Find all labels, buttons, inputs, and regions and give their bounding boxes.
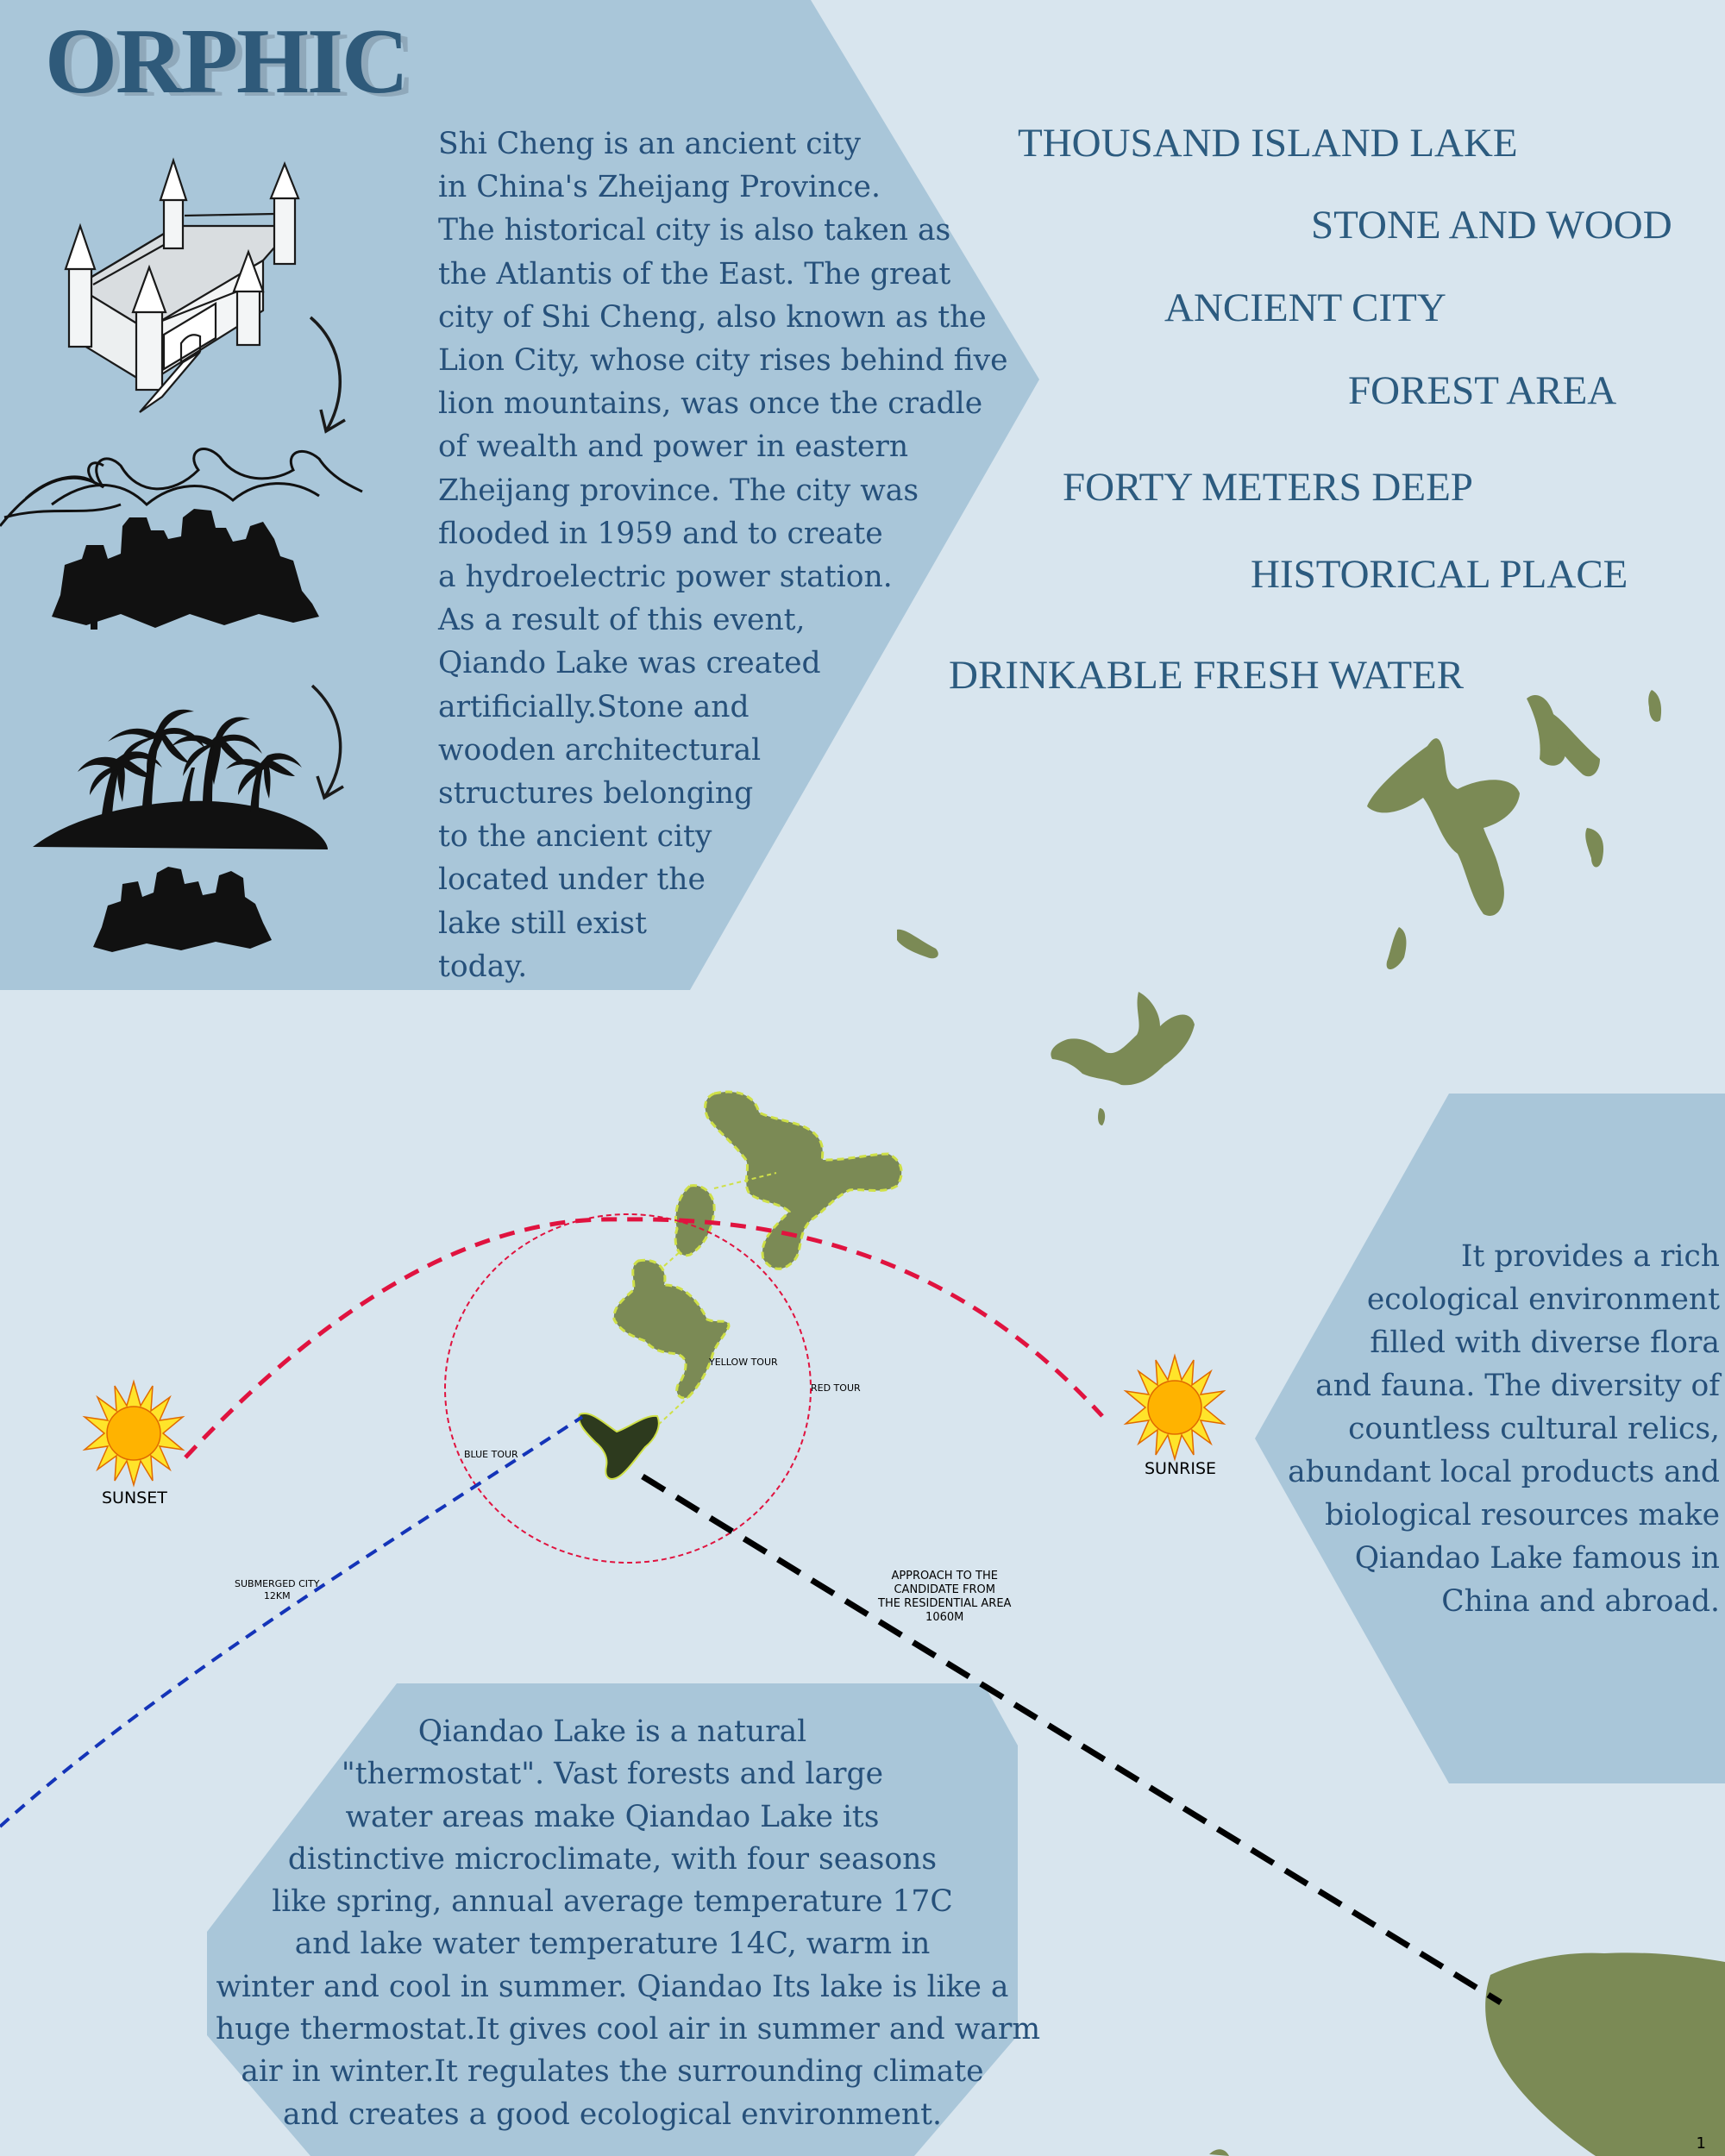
- red-tour-circle: [445, 1214, 811, 1563]
- ecology-line: It provides a rich: [1460, 1239, 1720, 1274]
- climate-paragraph: [216, 1711, 1041, 2136]
- approach-line: THE RESIDENTIAL AREA: [878, 1597, 1012, 1610]
- page-title: ORPHIC: [45, 10, 407, 113]
- ecology-line: ecological environment: [1366, 1282, 1720, 1317]
- keyword-ancient-city: ANCIENT CITY: [1164, 285, 1446, 330]
- climate-line: winter and cool in summer. Qiandao Its lake is like a: [216, 1969, 1009, 2004]
- climate-line: and lake water temperature 14C, warm in: [294, 1927, 931, 1962]
- approach-line: CANDIDATE FROM: [894, 1583, 995, 1596]
- sunrise-label: SUNRISE: [1145, 1459, 1217, 1478]
- intro-line: in China's Zheijang Province.: [438, 170, 881, 205]
- ecology-line: China and abroad.: [1441, 1584, 1720, 1619]
- page-number: 1: [1696, 2134, 1706, 2153]
- ecology-line: and fauna. The diversity of: [1315, 1369, 1720, 1403]
- yellow-tour-label: YELLOW TOUR: [709, 1357, 778, 1368]
- approach-line: 1060M: [925, 1611, 964, 1624]
- climate-line: "thermostat". Vast forests and large: [341, 1757, 884, 1792]
- ecology-line: abundant local products and: [1288, 1455, 1720, 1489]
- climate-line: air in winter.It regulates the surrounding climate: [241, 2054, 984, 2090]
- intro-line: a hydroelectric power station.: [438, 560, 893, 595]
- intro-line: Qiando Lake was created: [438, 646, 821, 681]
- keyword-stone-and-wood: STONE AND WOOD: [1311, 203, 1672, 248]
- ecology-line: Qiandao Lake famous in: [1354, 1541, 1720, 1576]
- climate-line: Qiandao Lake is a natural: [417, 1714, 807, 1749]
- central-island-group: [579, 1092, 901, 1479]
- intro-line: The historical city is also taken as: [438, 213, 951, 248]
- keyword-forest-area: FOREST AREA: [1348, 368, 1617, 413]
- climate-line: and creates a good ecological environment.: [283, 2096, 942, 2132]
- ecology-line: biological resources make: [1325, 1498, 1720, 1532]
- submerged-city-text: SUBMERGED CITY: [235, 1578, 320, 1589]
- intro-line: Zheijang province. The city was: [438, 473, 919, 508]
- red-tour-label: RED TOUR: [811, 1382, 861, 1394]
- intro-line: Lion City, whose city rises behind five: [438, 343, 1008, 379]
- keyword-drinkable-fresh-water: DRINKABLE FRESH WATER: [949, 653, 1465, 698]
- keyword-forty-meters-deep: FORTY METERS DEEP: [1063, 465, 1473, 510]
- candidate-island: [579, 1413, 659, 1479]
- approach-line: APPROACH TO THE: [891, 1570, 998, 1583]
- ecology-line: filled with diverse flora: [1370, 1326, 1720, 1360]
- keyword-historical-place: HISTORICAL PLACE: [1251, 552, 1628, 597]
- keyword-thousand-island-lake: THOUSAND ISLAND LAKE: [1018, 121, 1518, 166]
- sun-icon: [1126, 1356, 1224, 1459]
- sun-icon: [85, 1382, 183, 1485]
- climate-line: distinctive microclimate, with four seasons: [287, 1841, 938, 1877]
- submerged-city-label: [235, 1578, 319, 1602]
- submerged-city-distance: 12KM: [263, 1590, 291, 1601]
- intro-line: wooden architectural: [438, 732, 762, 768]
- intro-line: flooded in 1959 and to create: [438, 516, 883, 551]
- intro-line: lake still exist: [438, 906, 648, 941]
- intro-line: city of Shi Cheng, also known as the: [438, 299, 987, 335]
- intro-line: located under the: [438, 862, 706, 898]
- sunset-label: SUNSET: [102, 1489, 167, 1507]
- ecology-paragraph: [1288, 1235, 1720, 1623]
- approach-label: [878, 1570, 1011, 1625]
- intro-line: of wealth and power in eastern: [438, 429, 909, 465]
- intro-line: structures belonging: [438, 776, 754, 812]
- climate-line: water areas make Qiandao Lake its: [345, 1799, 880, 1834]
- climate-line: like spring, annual average temperature 17C: [272, 1884, 953, 1920]
- intro-paragraph: [438, 122, 1008, 988]
- intro-line: As a result of this event,: [438, 603, 806, 638]
- intro-line: artificially.Stone and: [438, 689, 750, 724]
- intro-line: Shi Cheng is an ancient city: [438, 127, 861, 161]
- intro-line: to the ancient city: [438, 819, 712, 855]
- climate-line: huge thermostat.It gives cool air in summer and warm: [216, 2012, 1041, 2047]
- intro-line: today.: [438, 949, 528, 984]
- ecology-line: countless cultural relics,: [1348, 1412, 1720, 1446]
- intro-line: lion mountains, was once the cradle: [438, 386, 983, 422]
- blue-tour-label: BLUE TOUR: [464, 1449, 518, 1460]
- intro-line: the Atlantis of the East. The great: [438, 256, 951, 291]
